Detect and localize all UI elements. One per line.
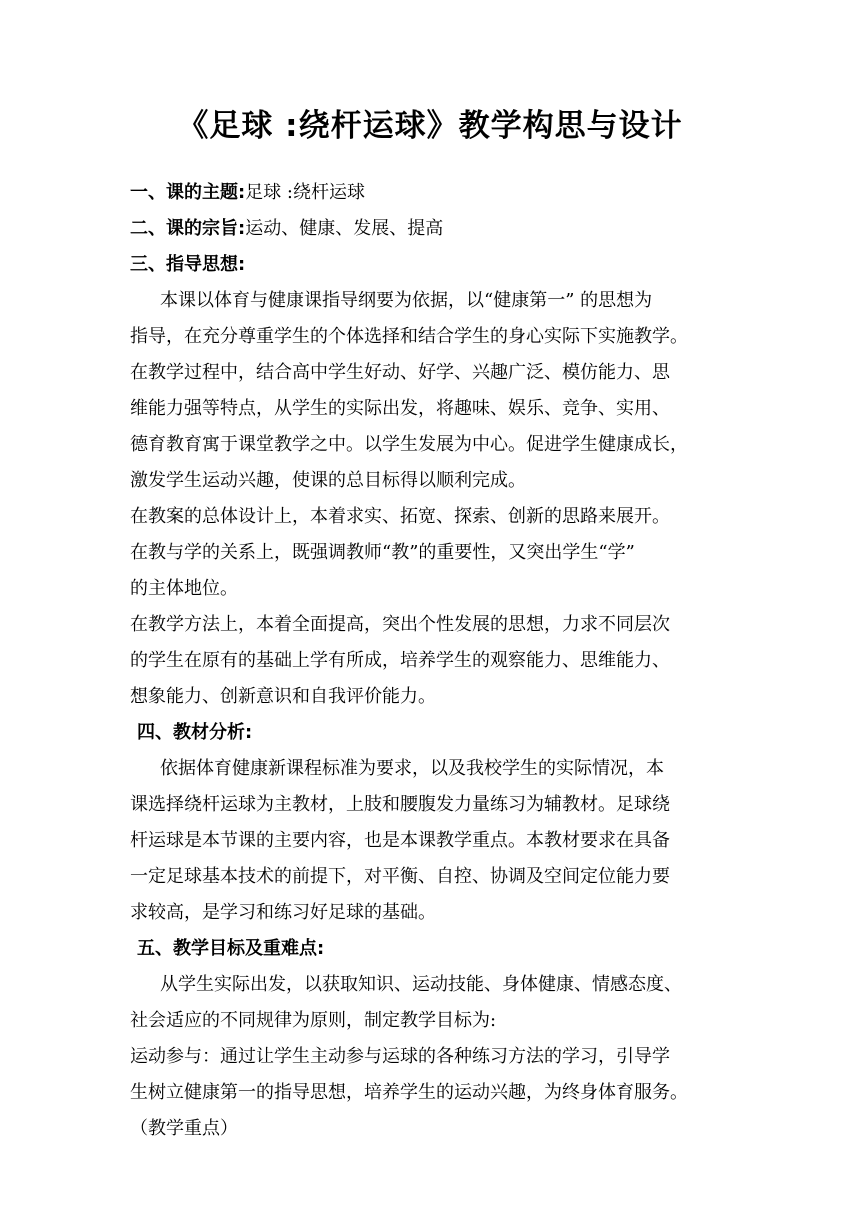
paragraph-line: （教学重点） [130, 1118, 238, 1139]
paragraph-line: 杆运球是本节课的主要内容，也是本课教学重点。本教材要求在具备 [130, 830, 670, 851]
document-title: 《足球 :绕杆运球》教学构思与设计 [177, 108, 683, 144]
section-4-heading: 四、教材分析: [137, 722, 253, 743]
paragraph-line: 指导，在充分尊重学生的个体选择和结合学生的身心实际下实施教学。 [130, 326, 688, 347]
section-3-heading: 三、指导思想: [130, 254, 246, 275]
section-1-heading: 一、课的主题: [130, 182, 246, 203]
paragraph-line: 的学生在原有的基础上学有所成，培养学生的观察能力、思维能力、 [130, 650, 670, 671]
paragraph-line: 想象能力、创新意识和自我评价能力。 [130, 686, 436, 707]
section-1-text: 足球 :绕杆运球 [245, 182, 365, 203]
section-2-heading: 二、课的宗旨: [130, 218, 246, 239]
paragraph-line: 在教与学的关系上，既强调教师“教”的重要性，又突出学生“学” [130, 542, 635, 563]
paragraph-line: 维能力强等特点，从学生的实际出发，将趣味、娱乐、竞争、实用、 [130, 398, 670, 419]
section-2-text: 运动、健康、发展、提高 [245, 218, 444, 239]
section-2 [130, 216, 443, 242]
paragraph-line: 在教学过程中，结合高中学生好动、好学、兴趣广泛、模仿能力、思 [130, 362, 670, 383]
section-5-heading: 五、教学目标及重难点: [137, 938, 325, 959]
paragraph-line: 课选择绕杆运球为主教材，上肢和腰腹发力量练习为辅教材。足球绕 [130, 794, 670, 815]
paragraph-line: 生树立健康第一的指导思想，培养学生的运动兴趣，为终身体育服务。 [130, 1082, 688, 1103]
paragraph-line: 的主体地位。 [130, 578, 238, 599]
paragraph-line: 在教学方法上，本着全面提高，突出个性发展的思想，力求不同层次 [130, 614, 670, 635]
paragraph-line: 在教案的总体设计上，本着求实、拓宽、探索、创新的思路来展开。 [130, 506, 670, 527]
paragraph-line: 运动参与：通过让学生主动参与运球的各种练习方法的学习，引导学 [130, 1046, 670, 1067]
paragraph-line: 依据体育健康新课程标准为要求，以及我校学生的实际情况，本 [160, 758, 664, 779]
paragraph-line: 一定足球基本技术的前提下，对平衡、自控、协调及空间定位能力要 [130, 866, 670, 887]
paragraph-line: 社会适应的不同规律为原则，制定教学目标为: [130, 1010, 497, 1031]
paragraph-line: 激发学生运动兴趣，使课的总目标得以顺利完成。 [130, 470, 526, 491]
paragraph-line: 求较高，是学习和练习好足球的基础。 [130, 902, 436, 923]
section-1 [130, 180, 365, 206]
paragraph-line: 德育教育寓于课堂教学之中。以学生发展为中心。促进学生健康成长， [130, 434, 688, 455]
paragraph-line: 从学生实际出发，以获取知识、运动技能、身体健康、情感态度、 [160, 974, 682, 995]
paragraph-line: 本课以体育与健康课指导纲要为依据，以“健康第一” 的思想为 [160, 290, 653, 311]
